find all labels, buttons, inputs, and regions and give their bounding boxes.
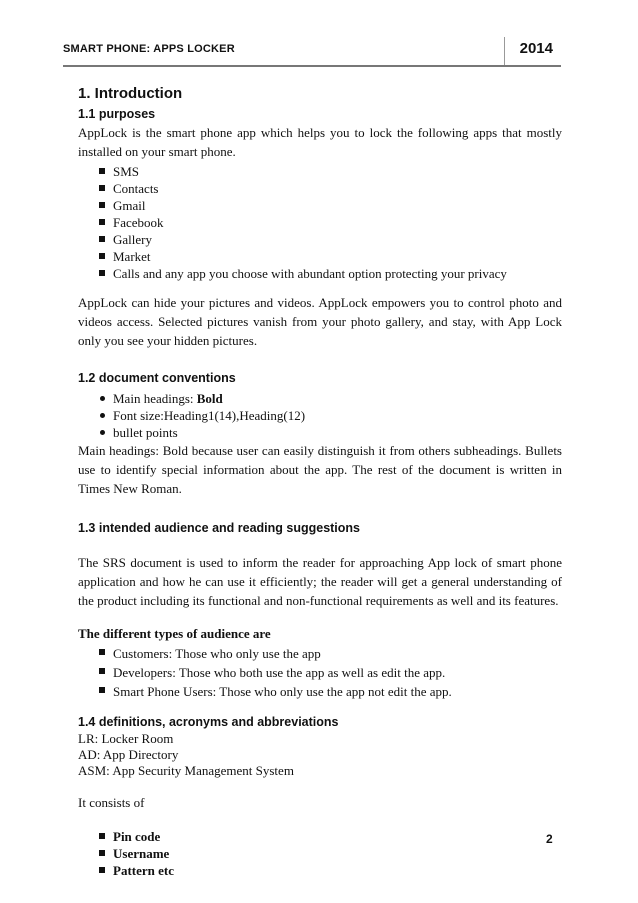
section-1-3-title: 1.3 intended audience and reading suggestions [78,521,361,535]
apps-list [78,163,562,282]
list-item: Customers: Those who only use the app [78,644,562,663]
list-item: Facebook [78,214,562,231]
auth-method: Username [113,846,170,861]
auth-method: Pattern etc [113,863,174,878]
header-title: SMART PHONE: APPS LOCKER [63,43,235,55]
list-item: Contacts [78,180,562,197]
list-item [78,390,562,407]
list-item: Font size:Heading1(14),Heading(12) [78,407,562,424]
document-body [78,84,562,879]
acronym-lr: LR: Locker Room [78,731,174,746]
list-item: Smart Phone Users: Those who only use the app not edit the app. [78,682,562,701]
header-year: 2014 [519,40,553,57]
auth-method: Pin code [113,829,161,844]
page-header [63,37,561,67]
conventions-paragraph: Main headings: Bold because user can easily distinguish it from others subheadings. Bullets use to identify special information about the app. The rest of the document is written in Times New Roman. [78,443,562,496]
convention-label: Main headings: [113,391,197,406]
list-item: Gallery [78,231,562,248]
section-1-title: 1. Introduction [78,85,183,102]
page-number: 2 [546,832,553,846]
list-item: Calls and any app you choose with abundant option protecting your privacy [78,265,562,282]
list-item [78,862,562,879]
list-item: Market [78,248,562,265]
convention-bold: Bold [196,391,223,406]
audience-types-label: The different types of audience are [78,626,271,641]
acronym-asm: ASM: App Security Management System [78,763,294,778]
audience-list [78,644,562,701]
section-1-2-title: 1.2 document conventions [78,371,236,385]
list-item: Developers: Those who both use the app as well as edit the app. [78,663,562,682]
list-item: bullet points [78,424,562,441]
list-item: SMS [78,163,562,180]
consists-of: It consists of [78,795,145,810]
conventions-list [78,390,562,441]
section-1-4-title: 1.4 definitions, acronyms and abbreviations [78,715,339,729]
list-item [78,845,562,862]
section-1-1-title: 1.1 purposes [78,107,156,121]
purposes-intro: AppLock is the smart phone app which helps you to lock the following apps that mostly installed on your smart phone. [78,125,562,159]
acronym-ad: AD: App Directory [78,747,179,762]
audience-paragraph: The SRS document is used to inform the reader for approaching App lock of smart phone application and how he can use it efficiently; the reader will get a general understanding of the product including its functional and non-functional requirements as well and its features. [78,555,562,608]
audience-types-title [78,624,562,643]
header-separator [504,37,505,65]
auth-methods-list [78,828,562,879]
header-rule [63,65,561,67]
list-item [78,828,562,845]
list-item: Gmail [78,197,562,214]
purposes-paragraph: AppLock can hide your pictures and videos. AppLock empowers you to control photo and videos access. Selected pictures vanish from your photo gallery, and stay, with App Lock only you see your hidden pictures. [78,295,562,348]
